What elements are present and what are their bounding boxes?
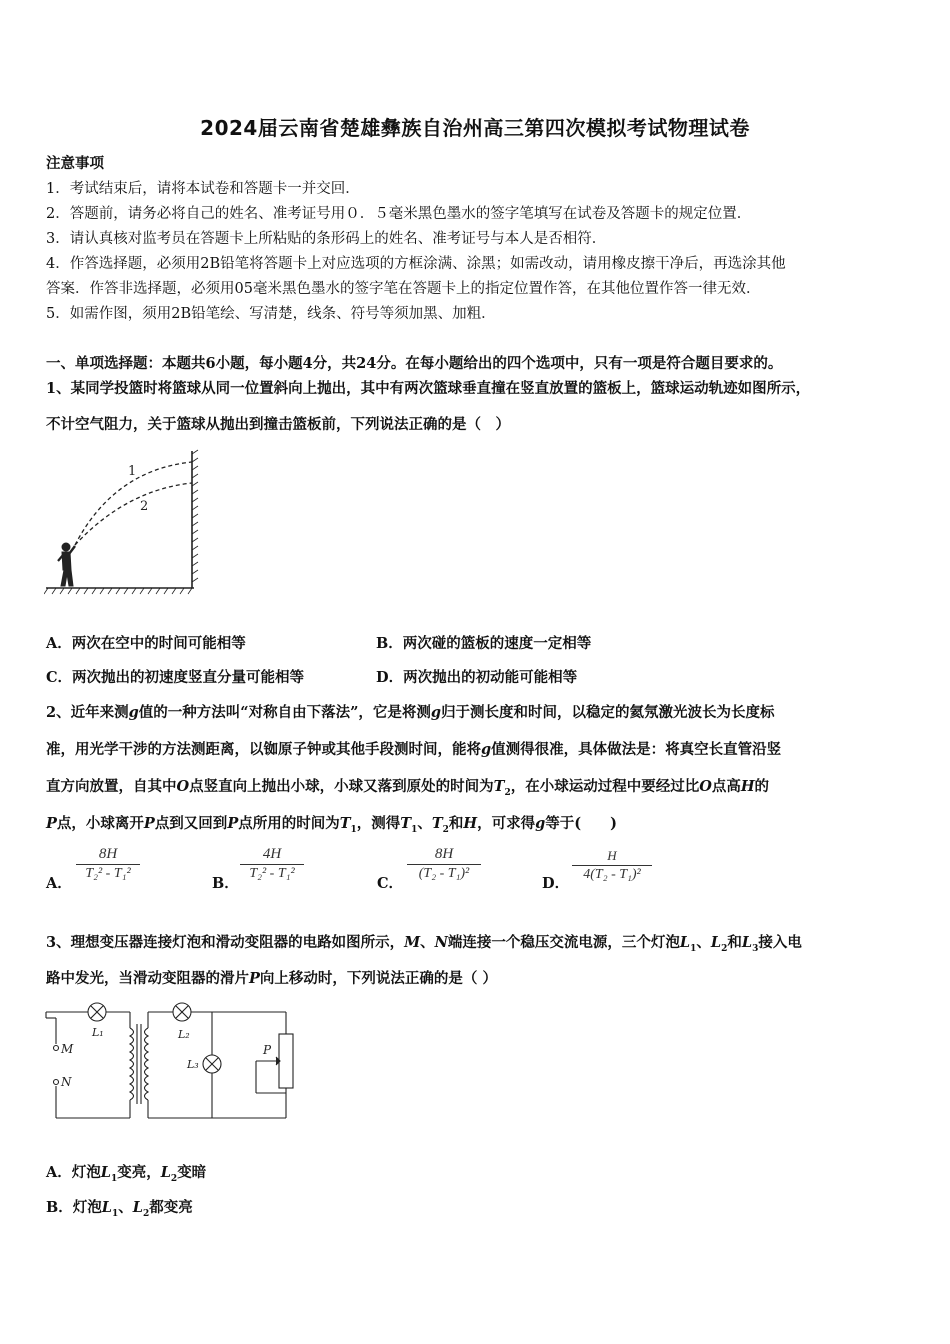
q1-option-d[interactable]: D．两次抛出的初动能可能相等 (376, 669, 578, 686)
question-2-stem: 准，用光学干涉的方法测距离，以铷原子钟或其他手段测时间，能将g值测得很准，具体做法是：将真空长直管沿竖 (46, 741, 782, 758)
q2-option-a-label[interactable]: A． (46, 875, 72, 892)
person-icon (58, 543, 75, 586)
slider-p-label: P (263, 1043, 272, 1057)
terminal-m-label: M (61, 1042, 74, 1056)
fraction-numerator: 4H (262, 846, 282, 862)
question-1-stem: 1、某同学投篮时将篮球从同一位置斜向上抛出，其中有两次篮球垂直撞在竖直放置的篮板上，篮球运动轨迹如图所示， (46, 380, 811, 397)
lamp-l3-label: L₃ (187, 1058, 199, 1071)
q3-option-b[interactable]: B．灯泡$L_1$、$L_2$都变亮 (46, 1199, 193, 1219)
question-3-stem: 路中发光，当滑动变阻器的滑片P向上移动时，下列说法正确的是（ ） (46, 970, 497, 987)
notice-item: 4．作答选择题，必须用2B铅笔将答题卡上对应选项的方框涂满、涂黑；如需改动，请用橡皮擦干净后，再选涂其他 (46, 256, 786, 272)
fraction-numerator: 8H (98, 846, 118, 862)
q2-option-a-fraction[interactable] (76, 846, 140, 882)
question-2-stem: 直方向放置，自其中O点竖直向上抛出小球，小球又落到原处的时间为$T_2$，在小球运动过程中要经过比O点高H的 (46, 778, 770, 798)
q1-option-a[interactable]: A．两次在空中的时间可能相等 (46, 635, 246, 652)
notice-item: 5．如需作图，须用2B铅笔绘、写清楚，线条、符号等须加黑、加粗． (46, 306, 496, 322)
trajectory-label-2: 2 (140, 499, 149, 514)
fraction-denominator: T₂² - T₁² (85, 866, 131, 881)
fraction-numerator: H (607, 848, 617, 863)
q2-option-c-fraction[interactable] (407, 846, 481, 882)
q2-option-b-fraction[interactable] (240, 846, 304, 882)
question-2-stem: P点，小球离开P点到又回到P点所用的时间为$T_1$，测得$T_1$、$T_2$和H，可求得g等于( ) (46, 815, 617, 835)
fraction-denominator: T₂² - T₁² (249, 866, 295, 881)
question-1-stem: 不计空气阻力，关于篮球从抛出到撞击篮板前，下列说法正确的是（ ） (46, 416, 510, 433)
lamp-l1-label: L₁ (92, 1026, 104, 1039)
notice-item: 1．考试结束后，请将本试卷和答题卡一并交回． (46, 181, 360, 197)
trajectory-label-1: 1 (128, 464, 137, 479)
basketball-trajectory-figure (44, 448, 219, 600)
fraction-numerator: 8H (434, 846, 454, 862)
q1-option-c[interactable]: C．两次抛出的初速度竖直分量可能相等 (46, 669, 305, 686)
terminal-n-label: N (61, 1075, 72, 1089)
q2-option-d-fraction[interactable] (572, 848, 652, 883)
page-title: 2024届云南省楚雄彝族自治州高三第四次模拟考试物理试卷 (200, 116, 750, 140)
q2-option-d-label[interactable]: D． (542, 875, 570, 892)
question-2-stem: 2、近年来测g值的一种方法叫“对称自由下落法”，它是将测g归于测长度和时间，以稳定的氦氖激光波长为长度标 (46, 704, 775, 721)
transformer-circuit-figure (44, 998, 304, 1128)
notice-item: 2．答题前，请务必将自己的姓名、准考证号用０．５毫米黑色墨水的签字笔填写在试卷及答题卡的规定位置． (46, 206, 752, 222)
lamp-l2-label: L₂ (178, 1028, 190, 1041)
q1-option-b[interactable]: B．两次碰的篮板的速度一定相等 (376, 635, 592, 652)
section-heading: 一、单项选择题：本题共6小题，每小题4分，共24分。在每小题给出的四个选项中，只有一项是符合题目要求的。 (46, 355, 783, 372)
fraction-denominator: (T₂ - T₁)² (418, 866, 470, 881)
q2-option-b-label[interactable]: B． (212, 875, 239, 892)
q2-option-c-label[interactable]: C． (377, 875, 404, 892)
fraction-denominator: 4(T₂ - T₁)² (583, 867, 641, 882)
question-3-stem: 3、理想变压器连接灯泡和滑动变阻器的电路如图所示，M、N端连接一个稳压交流电源，三个灯泡$L_1$、$L_2$和$L_3$接入电 (46, 934, 802, 954)
notice-item: 3．请认真核对监考员在答题卡上所粘贴的条形码上的姓名、准考证号与本人是否相符． (46, 231, 607, 247)
notice-item: 答案．作答非选择题，必须用05毫米黑色墨水的签字笔在答题卡上的指定位置作答，在其他位置作答一律无效． (46, 281, 761, 297)
notice-heading: 注意事项 (46, 155, 104, 172)
q3-option-a[interactable]: A．灯泡$L_1$变亮，$L_2$变暗 (46, 1164, 207, 1184)
